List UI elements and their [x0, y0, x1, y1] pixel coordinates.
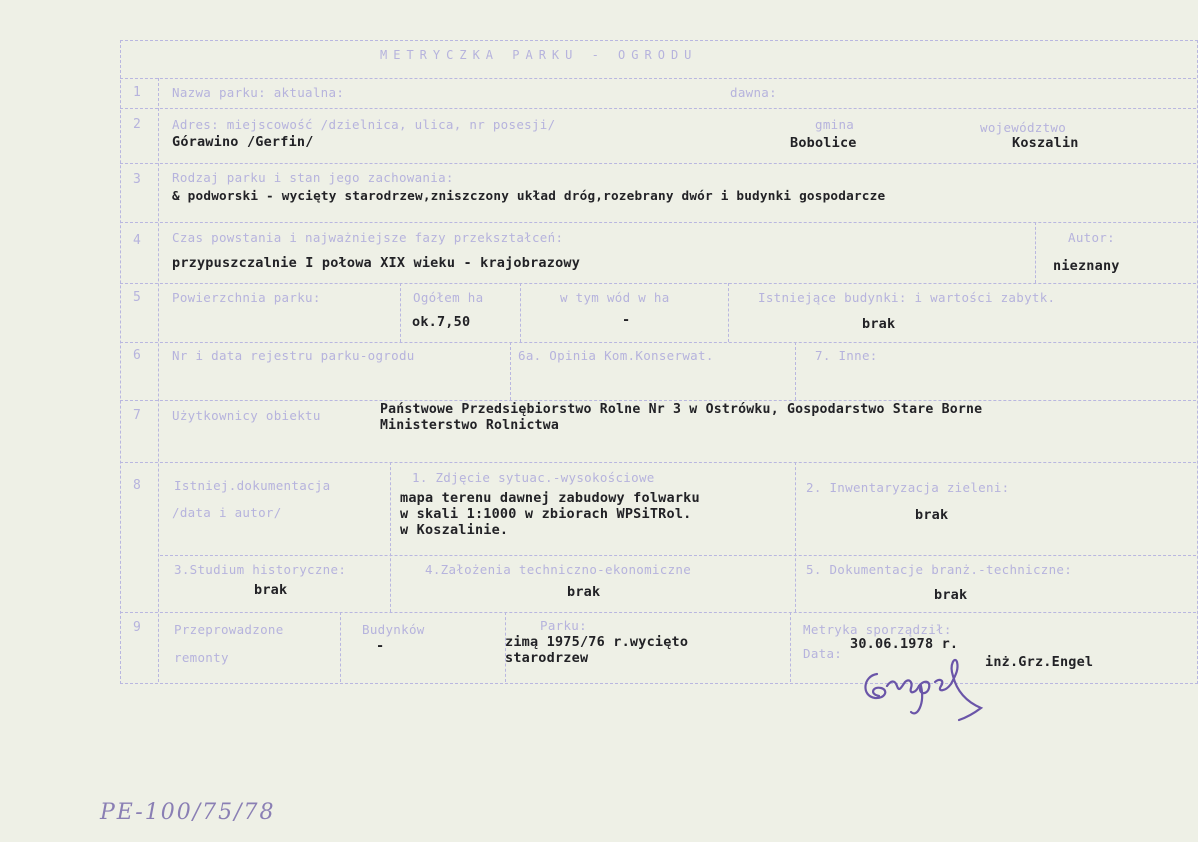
renovations-label-line2: remonty: [174, 650, 229, 665]
address-value: Górawino /Gerfin/: [172, 134, 314, 150]
tech-econ-label: 4.Założenia techniczno-ekonomiczne: [425, 562, 692, 577]
row-number: 3: [133, 172, 142, 187]
survey-value-line1: mapa terenu dawnej zabudowy folwarku: [400, 490, 700, 506]
documentation-label: Istniej.dokumentacja: [174, 478, 331, 493]
users-value-line1: Państwowe Przedsiębiorstwo Rolne Nr 3 w Ostrówku, Gospodarstwo Stare Borne: [380, 402, 983, 417]
buildings-value: brak: [862, 316, 896, 332]
buildings-label: Istniejące budynki: i wartości zabytk.: [758, 290, 1056, 305]
renovations-label-line1: Przeprowadzone: [174, 622, 284, 637]
area-label: Powierzchnia parku:: [172, 290, 321, 305]
rule: [120, 78, 1196, 79]
row-number: 9: [133, 620, 142, 635]
rule: [120, 163, 1196, 164]
buildings-renovation-label: Budynków: [362, 622, 425, 637]
total-area-value: ok.7,50: [412, 314, 471, 330]
historical-study-value: brak: [254, 582, 288, 598]
column-rule: [340, 612, 341, 682]
greenery-inventory-label: 2. Inwentaryzacja zieleni:: [806, 480, 1010, 495]
rule: [120, 283, 1196, 284]
historical-study-label: 3.Studium historyczne:: [174, 562, 347, 577]
gmina-label: gmina: [815, 117, 855, 132]
gmina-value: Bobolice: [790, 135, 857, 151]
total-area-label: Ogółem ha: [413, 290, 484, 305]
column-rule: [510, 342, 511, 400]
park-type-value: & podworski - wycięty starodrzew,zniszczony układ dróg,rozebrany dwór i budynki gospodarcze: [172, 188, 886, 203]
column-rule: [158, 78, 159, 682]
column-rule: [728, 283, 729, 342]
address-label: Adres: miejscowość /dzielnica, ulica, nr posesji/: [172, 117, 556, 132]
documentation-sublabel: /data i autor/: [172, 505, 282, 520]
conservator-opinion-label: 6a. Opinia Kom.Konserwat.: [518, 348, 714, 363]
buildings-renovation-value: -: [376, 638, 385, 654]
form-title: METRYCZKA PARKU - OGRODU: [380, 48, 698, 62]
compiled-by-label: Metryka sporządził:: [803, 622, 952, 637]
date-value: 30.06.1978 r.: [850, 636, 959, 652]
rule: [120, 342, 1196, 343]
tech-econ-value: brak: [567, 584, 601, 600]
park-name-label: Nazwa parku: aktualna:: [172, 85, 345, 100]
park-renovation-value-line2: starodrzew: [505, 650, 589, 666]
rule: [120, 400, 1196, 401]
technical-docs-label: 5. Dokumentacje branż.-techniczne:: [806, 562, 1073, 577]
voivodeship-label: województwo: [980, 120, 1067, 135]
column-rule: [795, 342, 796, 400]
column-rule: [400, 283, 401, 342]
author-value: nieznany: [1053, 258, 1120, 274]
greenery-inventory-value: brak: [915, 507, 949, 523]
author-label: Autor:: [1068, 230, 1115, 245]
technical-docs-value: brak: [934, 587, 968, 603]
park-type-label: Rodzaj parku i stan jego zachowania:: [172, 170, 454, 185]
water-area-value: -: [622, 312, 631, 328]
row-number: 2: [133, 117, 142, 132]
origin-value: przypuszczalnie I połowa XIX wieku - krajobrazowy: [172, 255, 581, 271]
rule: [120, 612, 1196, 613]
row-number: 4: [133, 233, 142, 248]
compiler-value: inż.Grz.Engel: [985, 654, 1094, 670]
water-area-label: w tym wód w ha: [560, 290, 670, 305]
signature-icon: [855, 652, 995, 722]
park-renovation-label: Parku:: [540, 618, 587, 633]
former-name-label: dawna:: [730, 85, 777, 100]
row-number: 6: [133, 348, 142, 363]
rule: [120, 108, 1196, 109]
park-renovation-value-line1: zimą 1975/76 r.wycięto: [505, 634, 689, 650]
row-number: 5: [133, 290, 142, 305]
row-number: 7: [133, 408, 142, 423]
users-label: Użytkownicy obiektu: [172, 408, 321, 423]
voivodeship-value: Koszalin: [1012, 135, 1079, 151]
row-number: 1: [133, 85, 142, 100]
rule: [160, 555, 1196, 556]
origin-label: Czas powstania i najważniejsze fazy przekształceń:: [172, 230, 564, 245]
survey-value-line3: w Koszalinie.: [400, 522, 509, 538]
archive-mark: PE-100/75/78: [100, 800, 276, 825]
register-label: Nr i data rejestru parku-ogrodu: [172, 348, 415, 363]
column-rule: [520, 283, 521, 342]
rule: [120, 462, 1196, 463]
column-rule: [790, 612, 791, 682]
users-value-line2: Ministerstwo Rolnictwa: [380, 418, 560, 433]
column-rule: [795, 462, 796, 612]
survey-label: 1. Zdjęcie sytuac.-wysokościowe: [412, 470, 655, 485]
date-label: Data:: [803, 646, 843, 661]
row-number: 8: [133, 478, 142, 493]
column-rule: [390, 462, 391, 612]
other-label: 7. Inne:: [815, 348, 878, 363]
column-rule: [1035, 222, 1036, 283]
survey-value-line2: w skali 1:1000 w zbiorach WPSiTRol.: [400, 506, 692, 522]
